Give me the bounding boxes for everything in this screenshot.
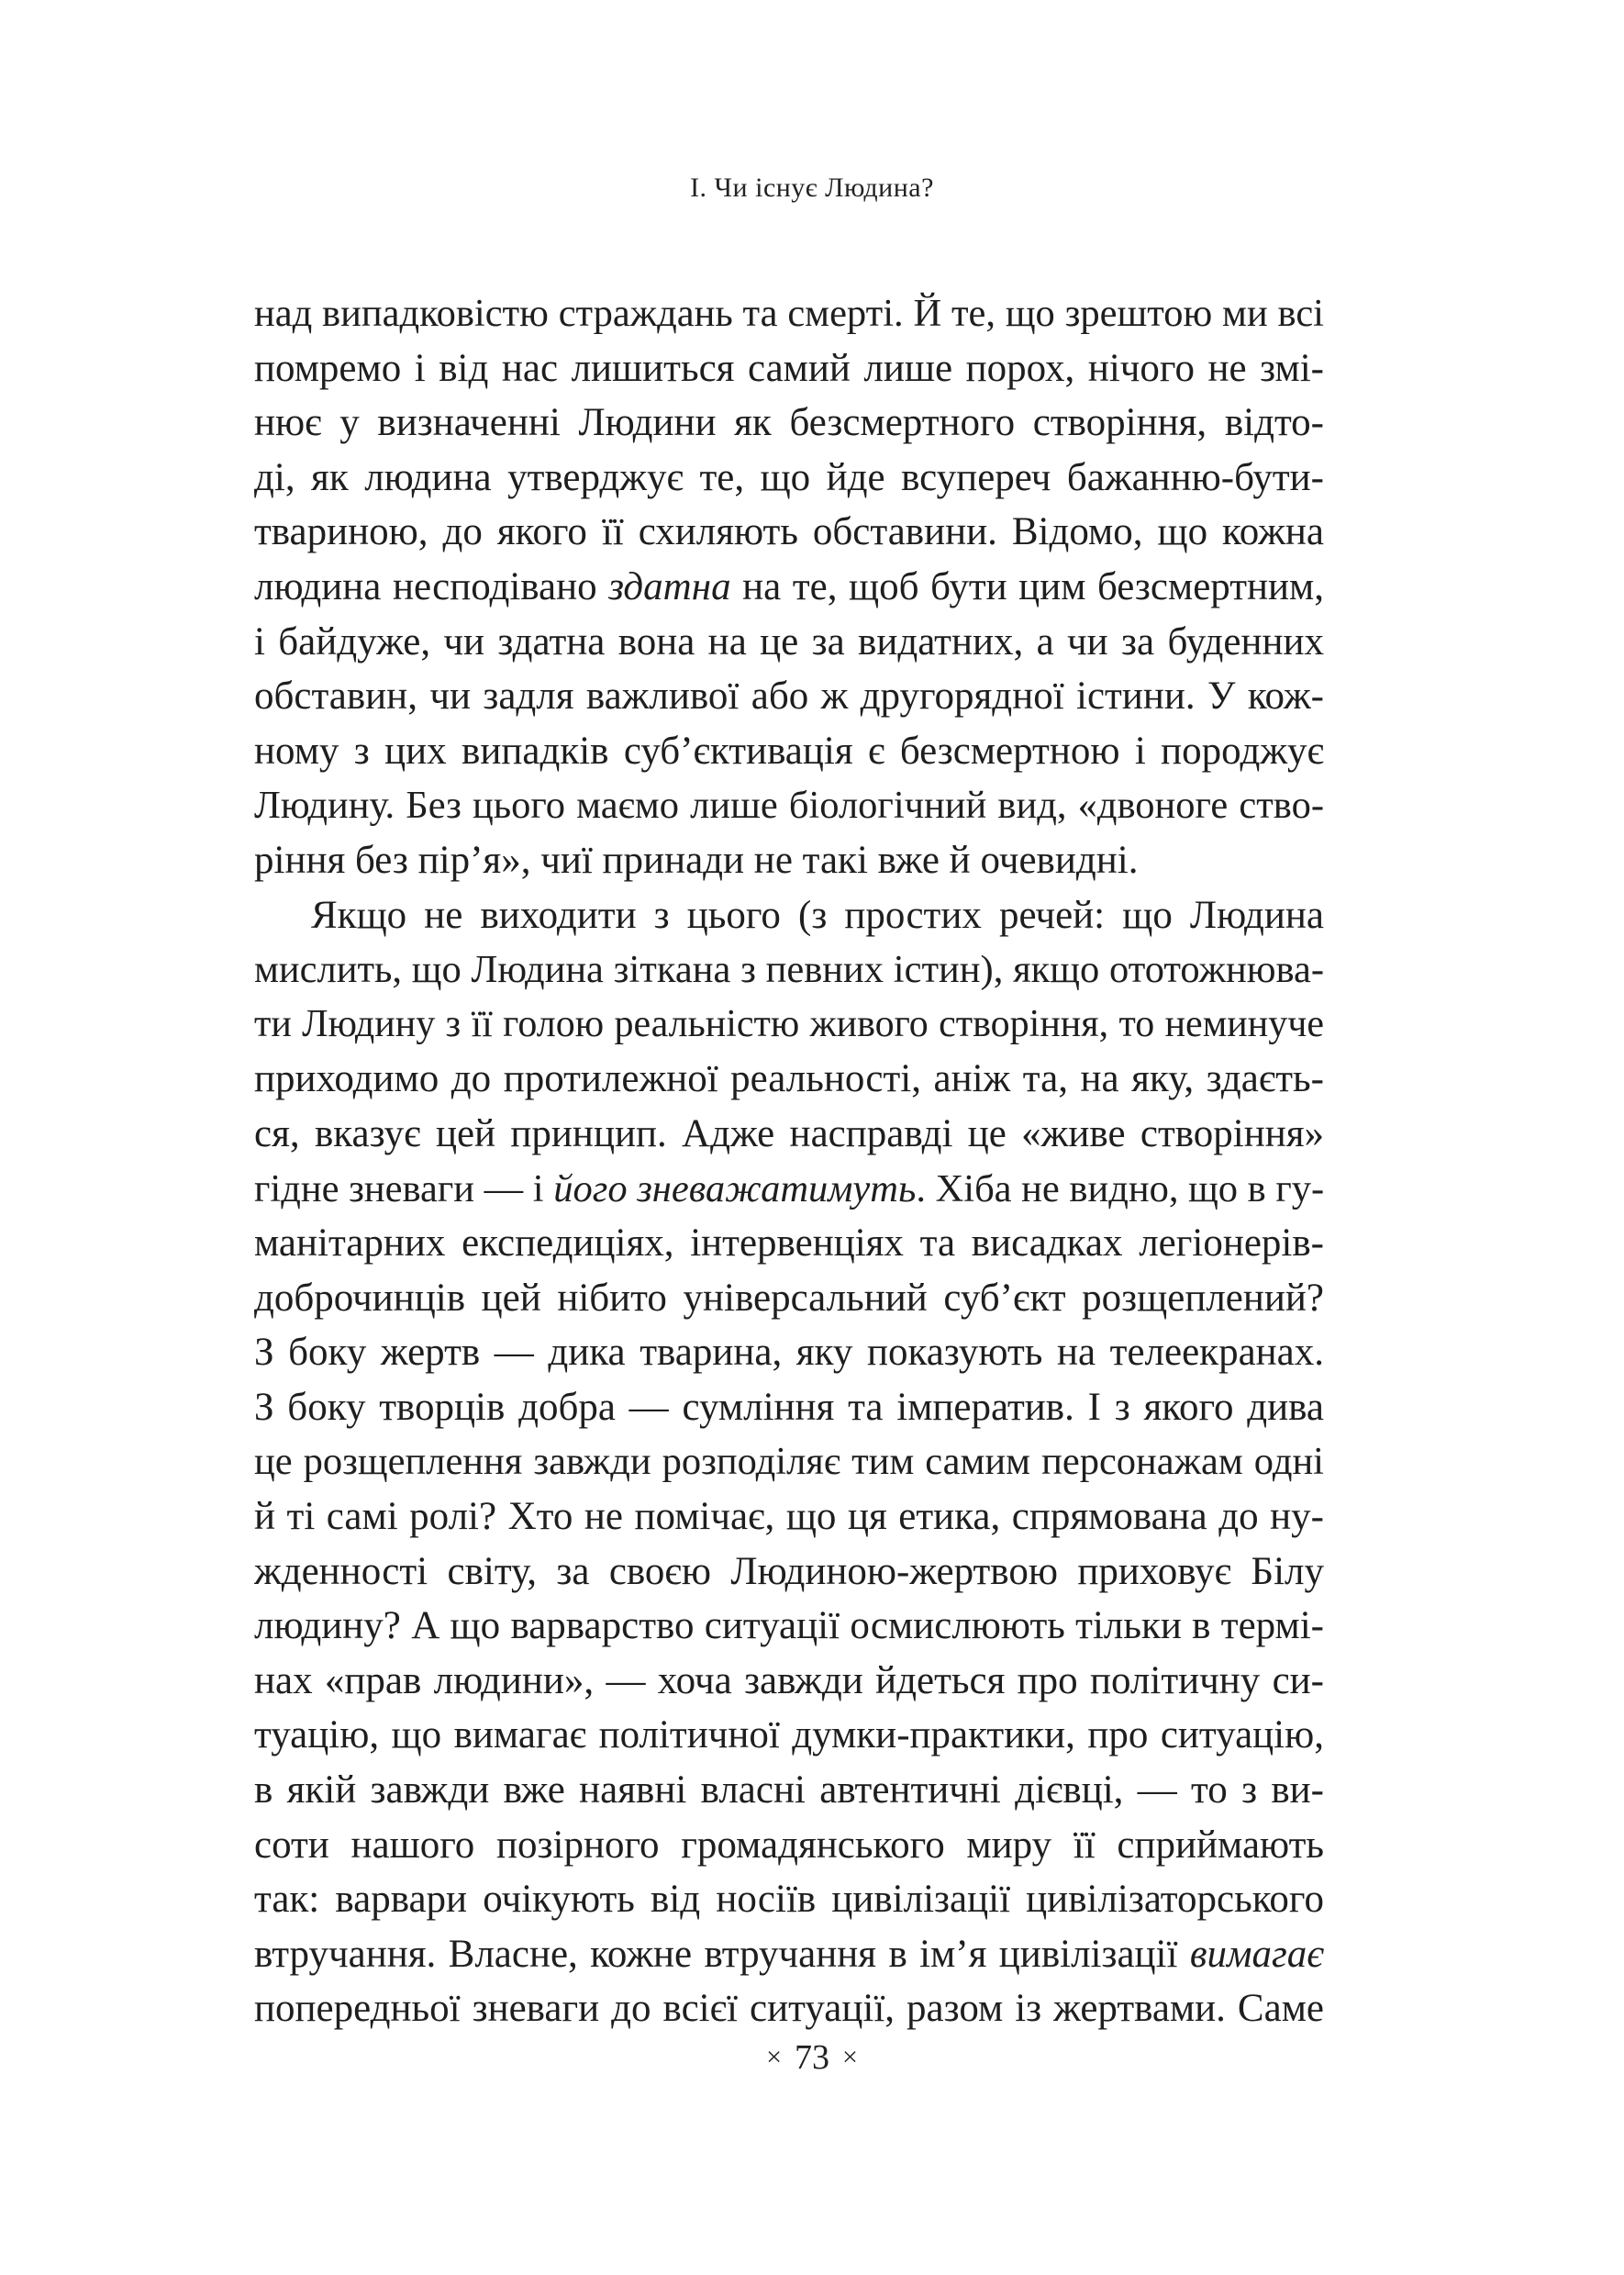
text-line-15: приходимо до протилежної реальності, аніж та, на яку, здаєть- [254, 1057, 1324, 1101]
text-line-31 [254, 1927, 1324, 1982]
text-line-11: ріння без пір’я», чиї принади не такі вже й очевидні. [254, 838, 1139, 882]
text-line-9: ному з цих випадків суб’єктивація є безсмертною і породжує [254, 729, 1324, 773]
text-line-19: доброчинців цей нібито універсальний суб’єкт розщеплений? [254, 1276, 1324, 1320]
body-text [254, 286, 1324, 2036]
text-line-24: жденності світу, за своєю Людиною-жертвою приховує Білу [254, 1549, 1324, 1593]
text-line-30: так: варвари очікують від носіїв цивілізації цивілізаторського [254, 1878, 1324, 1922]
text-line-13: мислить, що Людина зіткана з певних істин), якщо ототожнюва- [254, 948, 1324, 992]
text-line-28: в якій завжди вже наявні власні автентичні дієвці, — то з ви- [254, 1768, 1324, 1812]
text-run: гідне зневаги — і [254, 1166, 554, 1210]
text-line-18: манітарних експедиціях, інтервенціях та висадках легіонерів- [254, 1221, 1324, 1266]
text-line-6 [254, 560, 1324, 615]
text-line-26: нах «прав людини», — хоча завжди йдеться про політичну си- [254, 1658, 1324, 1702]
text-line-14: ти Людину з її голою реальністю живого створіння, то неминуче [254, 1002, 1324, 1045]
italic-emphasis: здатна [608, 564, 731, 608]
running-header: I. Чи існує Людина? [690, 173, 934, 203]
text-line-17 [254, 1162, 1324, 1217]
text-line-16: ся, вказує цей принцип. Адже насправді це «живе створіння» [254, 1111, 1324, 1155]
text-line-32: попередньої зневаги до всієї ситуації, разом із жертвами. Саме [254, 1987, 1324, 2031]
text-run: . Хіба не видно, що в гу- [916, 1166, 1324, 1210]
page-number: 73 [795, 2038, 829, 2077]
text-line-20: З боку жертв — дика тварина, яку показують на телеекранах. [254, 1331, 1324, 1375]
text-line-3: нює у визначенні Людини як безсмертного створіння, відто- [254, 401, 1324, 445]
text-run: на те, щоб бути цим безсмертним, [730, 564, 1324, 608]
text-line-22: це розщеплення завжди розподіляє тим самим персонажам одні [254, 1440, 1324, 1484]
text-line-25: людину? А що варварство ситуації осмислюють тільки в термі- [254, 1604, 1324, 1648]
text-line-1: над випадковістю страждань та смерті. Й те, що зрештою ми всі [254, 292, 1324, 335]
text-line-29: соти нашого позірного громадянського миру її сприймають [254, 1823, 1324, 1867]
text-line-7: і байдуже, чи здатна вона на це за видатних, а чи за буденних [254, 619, 1324, 664]
ornament-left-icon: × [766, 2042, 782, 2072]
text-line-21: З боку творців добра — сумління та імператив. І з якого дива [254, 1385, 1324, 1429]
text-line-5: твариною, до якого її схиляють обставини. Відомо, що кожна [254, 510, 1324, 554]
text-line-10: Людину. Без цього маємо лише біологічний вид, «двоноге ство- [254, 784, 1324, 828]
text-run: втручання. Власне, кожне втручання в ім’я цивілізації [254, 1932, 1190, 1976]
ornament-right-icon: × [842, 2042, 858, 2072]
text-line-8: обставин, чи задля важливої або ж другорядної істини. У кож- [254, 675, 1324, 719]
text-line-27: туацію, що вимагає політичної думки-практики, про ситуацію, [254, 1713, 1324, 1757]
page-number-footer [0, 2037, 1624, 2078]
text-line-12: Якщо не виходити з цього (з простих речей: що Людина [311, 893, 1324, 937]
text-line-23: й ті самі ролі? Хто не помічає, що ця етика, спрямована до ну- [254, 1495, 1324, 1539]
text-line-2: помремо і від нас лишиться самий лише порох, нічого не змі- [254, 346, 1324, 390]
text-run: людина несподівано [254, 564, 609, 608]
italic-emphasis: його зневажатимуть [553, 1166, 917, 1210]
italic-emphasis: вимагає [1189, 1932, 1324, 1976]
text-line-4: ді, як людина утверджує те, що йде всупереч бажанню-бути- [254, 455, 1324, 499]
